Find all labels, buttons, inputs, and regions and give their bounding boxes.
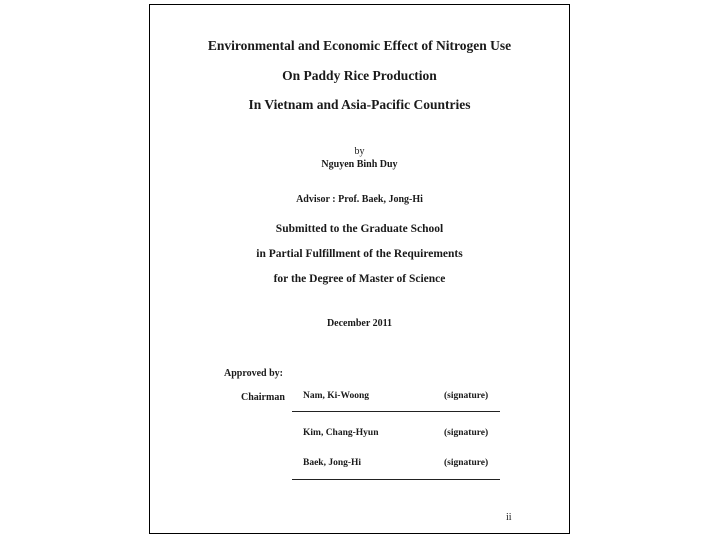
advisor-line: Advisor : Prof. Baek, Jong-Hi [296, 194, 423, 205]
submission-line-1: Submitted to the Graduate School [275, 223, 444, 235]
signature-rule [292, 479, 500, 480]
committee-member-name: Baek, Jong-Hi [303, 458, 362, 468]
title-line-1: Environmental and Economic Effect of Nitrogen Use [207, 38, 512, 53]
page-number: ii [506, 512, 512, 523]
signature-rule [292, 411, 500, 412]
submission-date: December 2011 [326, 318, 393, 329]
by-label: by [354, 146, 365, 157]
author-name: Nguyen Binh Duy [321, 159, 398, 170]
approved-by-heading: Approved by: [224, 368, 283, 379]
signature-placeholder: (signature) [444, 391, 489, 401]
committee-member-name: Kim, Chang-Hyun [303, 428, 379, 438]
title-line-3: In Vietnam and Asia-Pacific Countries [248, 97, 471, 112]
document-page [149, 4, 570, 534]
chairman-label: Chairman [241, 392, 285, 403]
signature-placeholder: (signature) [444, 428, 489, 438]
committee-member-name: Nam, Ki-Woong [303, 391, 369, 401]
signature-placeholder: (signature) [444, 458, 489, 468]
submission-line-2: in Partial Fulfillment of the Requirements [256, 248, 463, 260]
title-line-2: On Paddy Rice Production [282, 68, 437, 83]
submission-line-3: for the Degree of Master of Science [273, 273, 446, 285]
